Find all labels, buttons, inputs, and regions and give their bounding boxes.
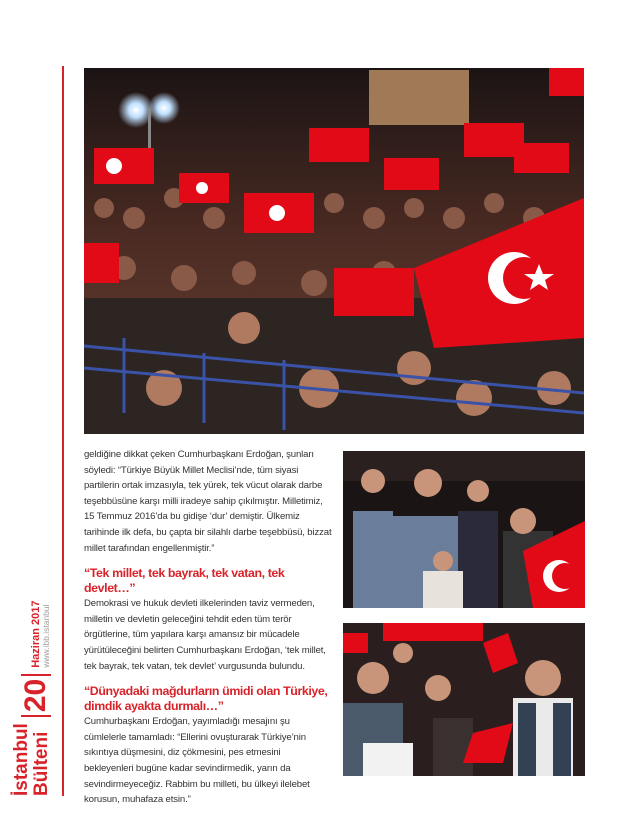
issue-info [31, 601, 51, 668]
subheading-1: “Tek millet, tek bayrak, tek vatan, tek devlet…” [84, 566, 285, 596]
article-paragraph-1: geldiğine dikkat çeken Cumhurbaşkanı Erdoğan, şunları söyledi: “Türkiye Büyük Millet Meclisi’nde, tüm siyasi partilerin ortak imzasıyla, tek yürek, tek vücut olarak darbe teşebbüsüne karşı milli iradeye sahip çıkılmıştır. Milletimiz, 15 Temmuz 2016’da bu gidişe ‘dur’ demiştir. Ülkemiz tarihinde ilk defa, bu çapta bir silahlı darbe teşebbüsü, bizzat millet tarafından engellenmiştir.” [84, 449, 332, 554]
article-paragraph-2: Demokrasi ve hukuk devleti ilkelerinden taviz vermeden, milletin ve devletin geleceğini tehdit eden tüm terör örgütlerine, tüm yapılara karşı amansız bir mücadele yürütüleceğini belirten Cumhurbaşkanı Erdoğan, ‘tek millet, tek bayrak, tek vatan, tek devlet’ vurgusunda bulundu. [84, 598, 326, 672]
brand-line1: İstanbul [11, 723, 32, 796]
crowd-photo [84, 68, 584, 434]
article-text [84, 447, 332, 818]
brand-line2: Bülteni [31, 731, 52, 796]
issue-date: Haziran 2017 [29, 600, 42, 668]
side-rule [62, 66, 64, 796]
article-paragraph-3: Cumhurbaşkanı Erdoğan, yayımladığı mesajını şu cümlelerle tamamladı: “Ellerini ovuşturarak Türkiye’nin sıkıntıya düşmesini, diz çökmesini, pes etmesini bekleyenleri bugüne kadar sevindirmedik, yarın da sevindirmeyeceğiz. Rabbim bu milleti, bu ülkeyi ilelebet korusun, muhafaza etsin.” [84, 716, 310, 806]
subheading-2: “Dünyadaki mağdurların ümidi olan Türkiye, dimdik ayakta durmalı…” [84, 684, 328, 714]
masthead [12, 601, 51, 796]
website-url: www.ibb.istanbul [41, 604, 52, 668]
officials-greeting-crowd-photo [343, 623, 585, 776]
brand-logo [12, 723, 51, 796]
page-number: 20 [21, 674, 51, 717]
officials-with-children-photo [343, 451, 585, 608]
